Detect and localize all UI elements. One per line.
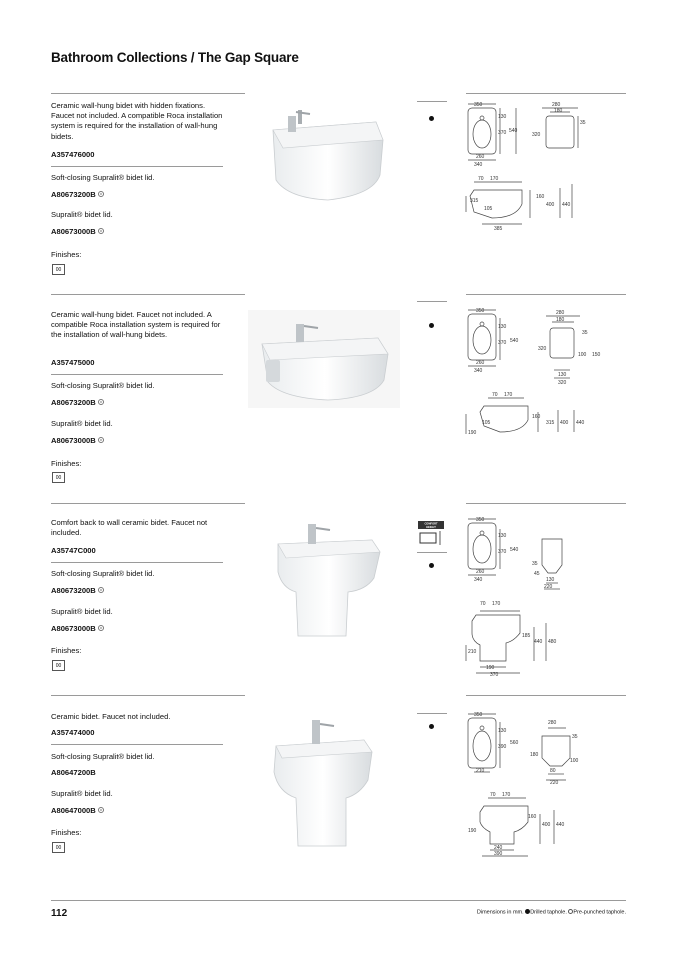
dimension-label: 260 [476,360,485,366]
lid-label: Soft-closing Supralit® bidet lid. [51,569,155,578]
lid-label: Supralit® bidet lid. [51,210,113,219]
dimension-label: 130 [498,114,507,120]
dimension-label: 370 [498,130,507,136]
dimension-label: 260 [476,569,485,575]
prepunched-icon [98,437,104,443]
product-code: A357476000 [51,150,95,159]
dimension-label: 160 [532,414,541,420]
dimension-label: 35 [532,561,538,567]
comfort-height-icon [418,521,444,547]
lid-label: Soft-closing Supralit® bidet lid. [51,173,155,182]
prepunched-icon [98,228,104,234]
dimension-label: 105 [482,420,491,426]
lid-code: A80673000B [51,227,104,236]
dimension-label: 190 [468,828,477,834]
dimension-label: 190 [486,665,495,671]
dimension-label: 340 [474,162,483,168]
dimension-label: 160 [528,814,537,820]
lid-code: A80673000B [51,436,104,445]
dimension-label: 45 [534,571,540,577]
dimension-label: 210 [468,649,477,655]
bidet-photo [268,516,388,640]
product-code: A357474000 [51,728,95,737]
finish-swatch[interactable]: 00 [52,472,65,483]
dimension-label: 280 [556,310,565,316]
dimension-label: 320 [558,380,567,386]
technical-drawing [462,100,628,240]
bidet-photo [262,710,388,852]
dimension-label: 320 [532,132,541,138]
product-description: Ceramic wall-hung bidet. Faucet not included. A compatible Roca installation system is required for the installation of wall-hung bidets. [51,310,221,340]
dimension-label: 370 [498,340,507,346]
dimension-label: 220 [544,584,553,590]
dimension-label: 400 [546,202,555,208]
dimension-label: 540 [509,128,518,134]
prepunched-icon [98,625,104,631]
dimension-label: 240 [494,845,503,851]
dimension-label: 130 [498,324,507,330]
dimension-label: 35 [580,120,586,126]
svg-text:COMFORT: COMFORT [424,522,438,526]
dimension-label: 440 [534,639,543,645]
product-description: Ceramic bidet. Faucet not included. [51,712,171,721]
dimension-label: 390 [494,851,503,857]
dimension-label: 350 [474,102,483,108]
finishes-label: Finishes: [51,459,82,468]
dimension-label: 130 [546,577,555,583]
dimension-label: 170 [490,176,499,182]
dimension-label: 220 [550,780,559,786]
product-description: Ceramic wall-hung bidet with hidden fixations. Faucet not included. A compatible Roca installation system is required for the installation of wall-hung bidets. [51,101,223,141]
dimension-label: 440 [576,420,585,426]
lid-code: A80673000B [51,624,104,633]
dimension-label: 70 [480,601,486,607]
dimension-label: 315 [546,420,555,426]
dimension-label: 80 [550,768,556,774]
dimension-label: 35 [572,734,578,740]
dimension-label: 560 [510,740,519,746]
lid-label: Soft-closing Supralit® bidet lid. [51,381,155,390]
dimension-label: 100 [578,352,587,358]
lid-label: Supralit® bidet lid. [51,607,113,616]
dimension-label: 180 [530,752,539,758]
prepunched-icon [98,807,104,813]
lid-code: A80673200B [51,398,104,407]
dimension-label: 315 [470,198,479,204]
dimension-label: 70 [492,392,498,398]
finishes-label: Finishes: [51,646,82,655]
dimension-label: 100 [570,758,579,764]
dimension-label: 170 [492,601,501,607]
product-description: Comfort back to wall ceramic bidet. Faucet not included. [51,518,208,538]
dimension-label: 130 [558,372,567,378]
finishes-label: Finishes: [51,250,82,259]
dimension-label: 340 [474,368,483,374]
dimension-label: 280 [548,720,557,726]
dimension-label: 400 [560,420,569,426]
bidet-photo [258,100,398,210]
dimension-label: 400 [542,822,551,828]
prepunched-icon [98,191,104,197]
lid-code: A80673200B [51,190,104,199]
dimension-label: 70 [490,792,496,798]
dimension-label: 130 [498,728,507,734]
dimension-label: 440 [562,202,571,208]
dimension-label: 150 [592,352,601,358]
dimension-label: 350 [476,517,485,523]
product-code: A357475000 [51,358,95,367]
dimension-label: 540 [510,547,519,553]
technical-drawing [450,515,628,681]
dimension-label: 180 [556,317,565,323]
dimension-label: 210 [476,768,485,774]
product-code: A35747C000 [51,546,96,555]
prepunched-icon [98,587,104,593]
prepunched-icon [98,399,104,405]
dimension-label: 170 [504,392,513,398]
finishes-label: Finishes: [51,828,82,837]
dimension-label: 160 [536,194,545,200]
dimension-label: 260 [476,154,485,160]
dimension-label: 190 [468,430,477,436]
dimension-label: 370 [498,549,507,555]
dimension-label: 320 [538,346,547,352]
lid-code: A80647200B [51,768,96,777]
page-number: 112 [51,908,68,919]
dimension-label: 350 [474,712,483,718]
technical-drawing [462,710,628,860]
dimension-label: 385 [494,226,503,232]
dimension-label: 280 [552,102,561,108]
page-title: Bathroom Collections / The Gap Square [51,50,299,65]
dimension-label: 340 [474,577,483,583]
dimension-label: 390 [498,744,507,750]
bidet-photo [248,310,400,408]
lid-code: A80647000B [51,806,104,815]
dimension-label: 130 [498,533,507,539]
finish-swatch[interactable]: 00 [52,842,65,853]
dimension-label: 70 [478,176,484,182]
lid-code: A80673200B [51,586,104,595]
dimension-label: 185 [522,633,531,639]
finish-swatch[interactable]: 00 [52,264,65,275]
dimension-label: 370 [490,672,499,678]
dimension-label: 350 [476,308,485,314]
dimension-label: 105 [484,206,493,212]
finish-swatch[interactable]: 00 [52,660,65,671]
dimension-label: 480 [548,639,557,645]
dimension-label: 540 [510,338,519,344]
dimension-label: 170 [502,792,511,798]
lid-label: Supralit® bidet lid. [51,419,113,428]
legend: Dimensions in mm. Drilled taphole. Pre-punched taphole. [476,909,626,916]
technical-drawing [462,306,628,446]
svg-text:HEIGHT: HEIGHT [426,525,436,529]
lid-label: Supralit® bidet lid. [51,789,113,798]
lid-label: Soft-closing Supralit® bidet lid. [51,752,155,761]
dimension-label: 180 [554,108,563,114]
dimension-label: 440 [556,822,565,828]
dimension-label: 35 [582,330,588,336]
